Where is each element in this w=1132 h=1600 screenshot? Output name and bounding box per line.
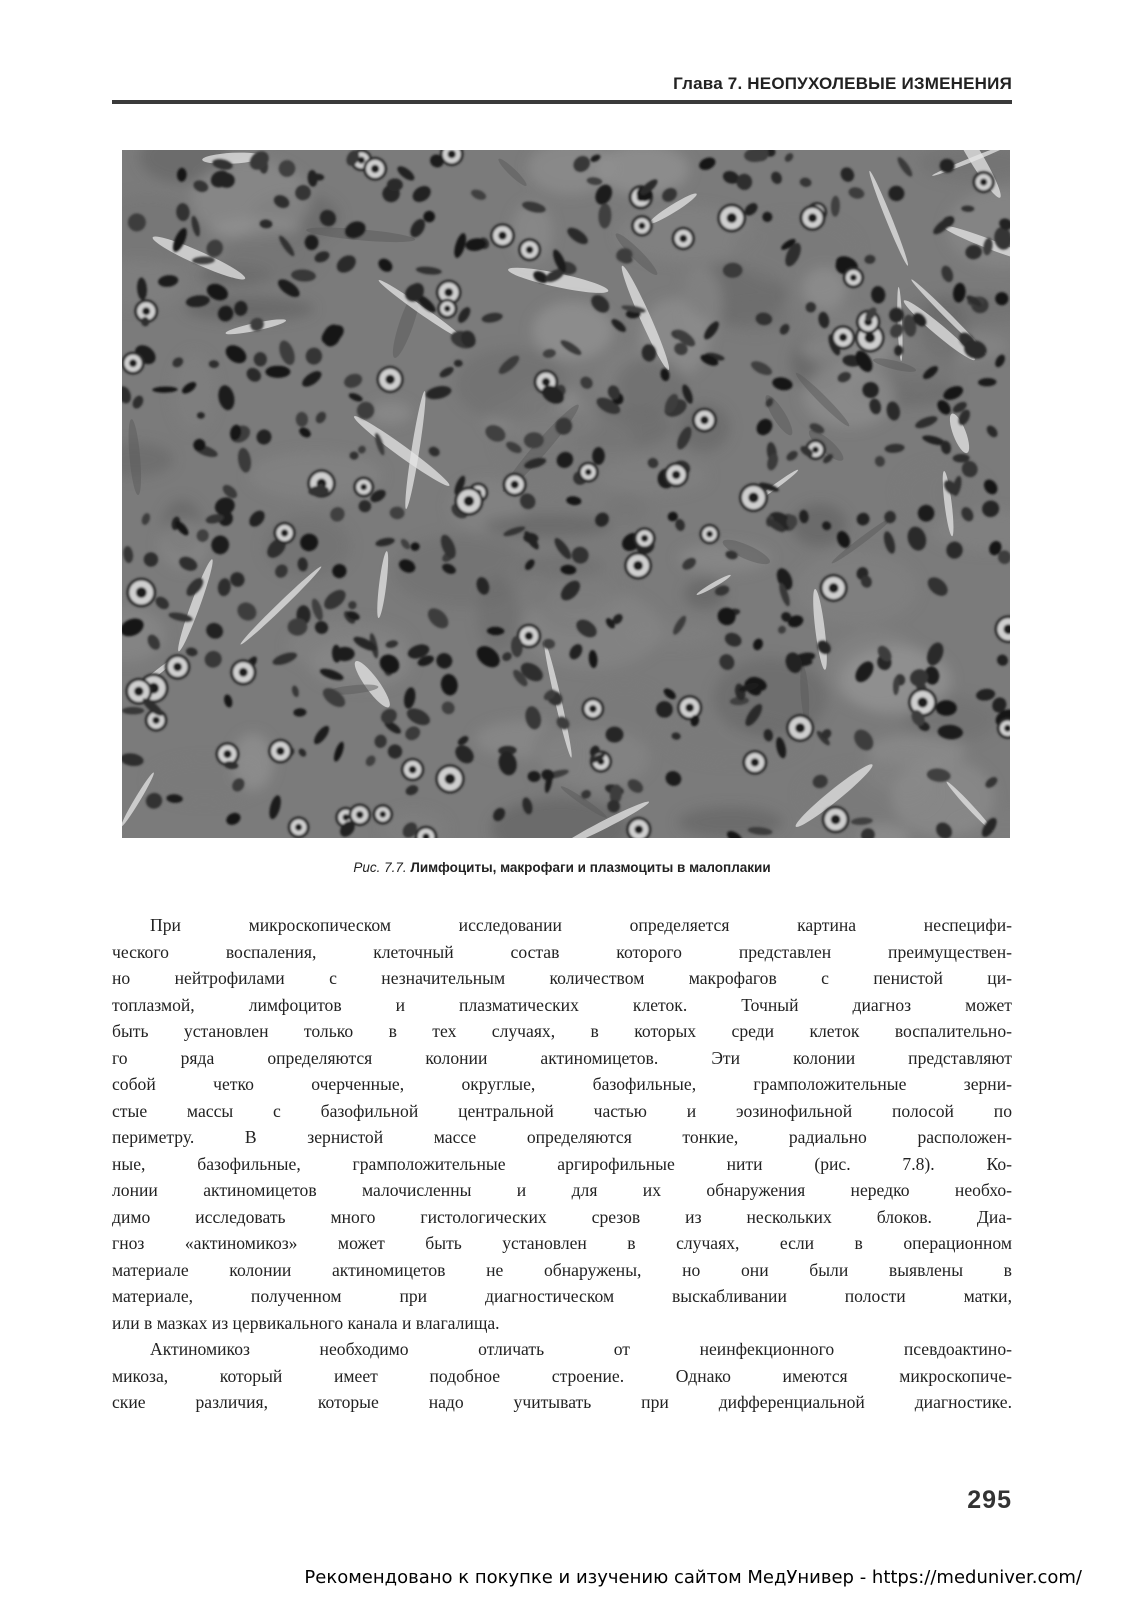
paragraph-2-line: ские различия, которые надо учитывать при дифференциальной диагностике. [112,1392,1012,1412]
paragraph-2-line: Актиномикоз необходимо отличать от неинфекционного псевдоактино- [150,1339,1012,1359]
paragraph-1-line: ные, базофильные, грамположительные аргирофильные нити (рис. 7.8). Ко- [112,1153,1012,1174]
page-number: 295 [967,1486,1012,1514]
paragraph-1-line: быть установлен только в тех случаях, в которых среди клеток воспалительно- [112,1021,1012,1041]
micrograph-figure [122,150,1010,838]
caption-text: Лимфоциты, макрофаги и плазмоциты в малоплакии [410,860,771,875]
paragraph-1-line: лонии актиномицетов малочисленны и для их обнаружения нередко необхо- [112,1180,1012,1200]
paragraph-1-line: периметру. В зернистой массе определяются тонкие, радиально расположен- [112,1127,1012,1147]
chapter-title: Глава 7. НЕОПУХОЛЕВЫЕ ИЗМЕНЕНИЯ [673,74,1012,93]
paragraph-1-line: но нейтрофилами с незначительным количеством макрофагов с пенистой ци- [112,968,1012,988]
footer-recommendation: Рекомендовано к покупке и изучению сайтом МедУнивер - https://meduniver.com/ [304,1567,1082,1588]
paragraph-1-line: При микроскопическом исследовании определяется картина неспецифи- [150,915,1012,935]
caption-label: Рис. 7.7. [353,860,407,875]
figure-caption [112,860,1012,875]
paragraph-1-line: материале колонии актиномицетов не обнаружены, но они были выявлены в [112,1259,1012,1280]
paragraph-1-line: го ряда определяются колонии актиномицетов. Эти колонии представляют [112,1047,1012,1068]
paragraph-1-line: топлазмой, лимфоцитов и плазматических клеток. Точный диагноз может [112,994,1012,1015]
paragraph-1-line: собой четко очерченные, округлые, базофильные, грамположительные зерни- [112,1074,1012,1094]
micrograph-image [122,150,1010,838]
paragraph-1-line: гноз «актиномикоз» может быть установлен в случаях, если в операционном [112,1233,1012,1253]
paragraph-1-line: или в мазках из цервикального канала и влагалища. [112,1312,500,1333]
paragraph-1-line: материале, полученном при диагностическом выскабливании полости матки, [112,1286,1012,1306]
body-text [112,912,1012,1416]
paragraph-2-line: микоза, который имеет подобное строение. Однако имеются микроскопиче- [112,1365,1012,1386]
paragraph-1-line: ческого воспаления, клеточный состав которого представлен преимуществен- [112,941,1012,962]
paragraph-1-line: димо исследовать много гистологических срезов из нескольких блоков. Диа- [112,1206,1012,1227]
paragraph-1-line: стые массы с базофильной центральной частью и эозинофильной полосой по [112,1100,1012,1121]
header-rule [112,100,1012,104]
